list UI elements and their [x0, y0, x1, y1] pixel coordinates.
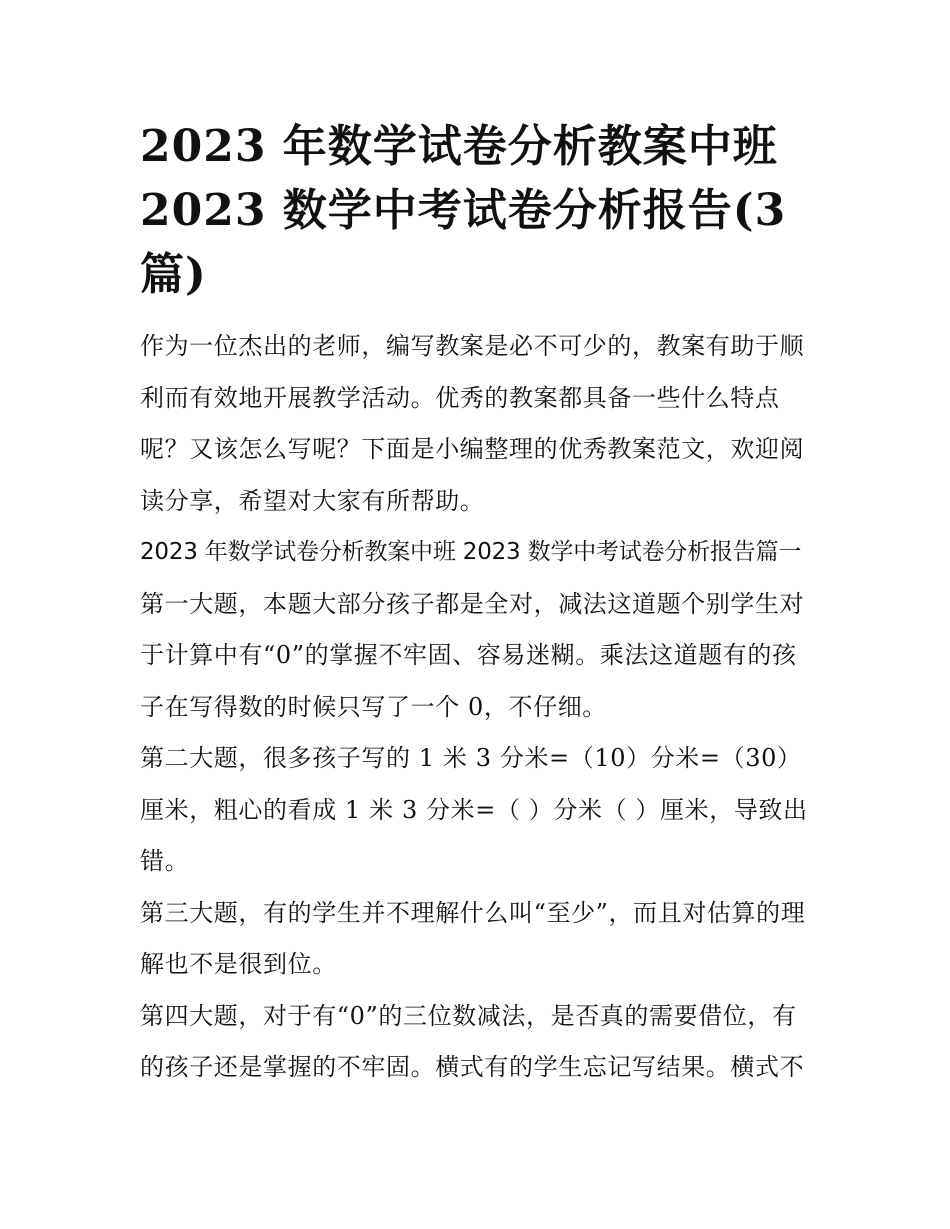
- paragraph-1: 第一大题，本题大部分孩子都是全对，减法这道题个别学生对于计算中有“0”的掌握不牢固、容易迷糊。乘法这道题有的孩子在写得数的时候只写了一个 0，不仔细。: [140, 589, 805, 721]
- document-title: 2023 年数学试卷分析教案中班 2023 数学中考试卷分析报告(3 篇): [140, 121, 787, 300]
- paragraph-4: 第四大题，对于有“0”的三位数减法，是否真的需要借位，有的孩子还是掌握的不牢固。横式有的学生忘记写结果。横式不: [140, 1001, 805, 1081]
- paragraph-3: 第三大题，有的学生并不理解什么叫“至少”，而且对估算的理解也不是很到位。: [140, 898, 806, 978]
- intro-paragraph: 作为一位杰出的老师，编写教案是必不可少的，教案有助于顺利而有效地开展教学活动。优秀的教案都具备一些什么特点呢？又该怎么写呢？下面是小编整理的优秀教案范文，欢迎阅读分享，希望对大家有所帮助。: [140, 332, 805, 515]
- document-page: [140, 115, 820, 1094]
- paragraph-2: 第二大题，很多孩子写的 1 米 3 分米=（10）分米=（30）厘米，粗心的看成 1 米 3 分米=（ ）分米（ ）厘米，导致出错。: [140, 744, 808, 875]
- section-heading: 2023 年数学试卷分析教案中班 2023 数学中考试卷分析报告篇一: [140, 539, 802, 565]
